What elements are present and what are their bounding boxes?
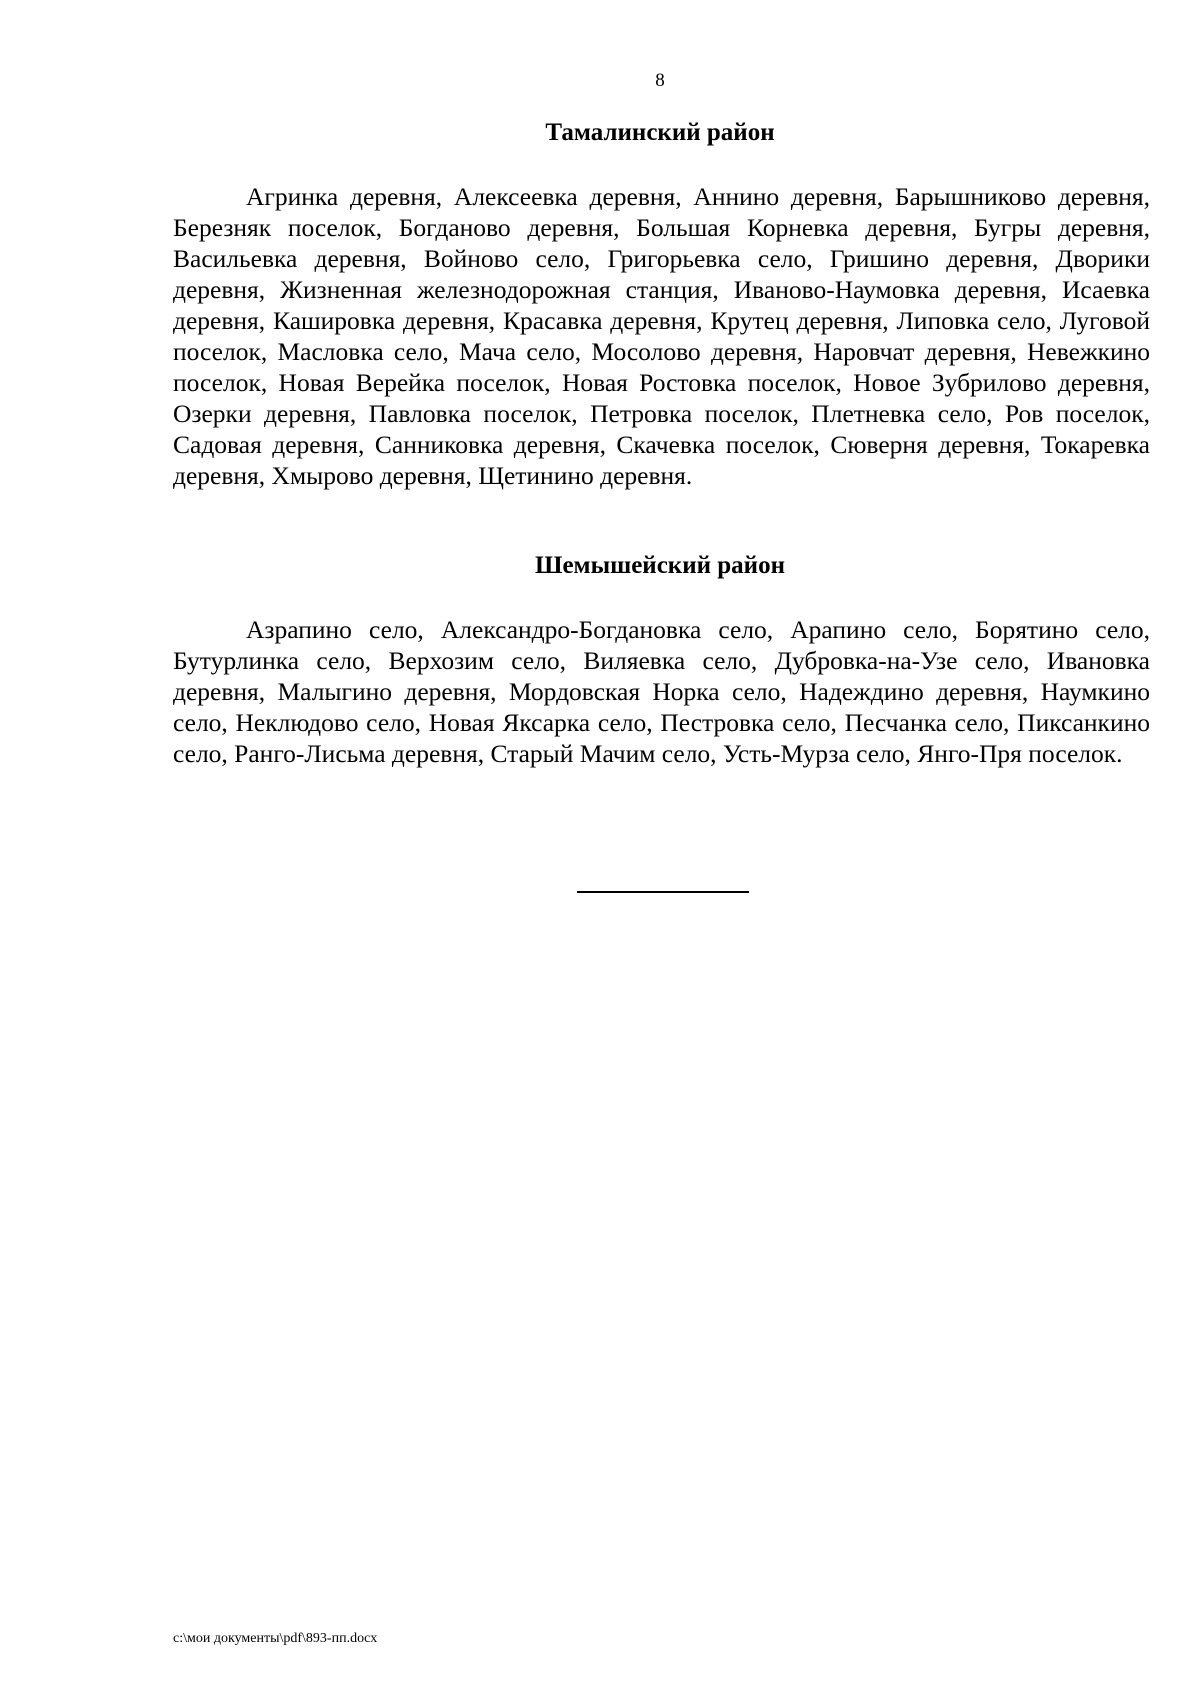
section-heading-tamalinsky: Тамалинский район (545, 119, 775, 146)
end-divider (577, 891, 749, 893)
settlements-list-shemysheisky: Азрапино село, Александро-Богдановка село, Арапино село, Борятино село, Бутурлинка село, Верхозим село, Виляевка село, Дубровка-на-Узе село, Ивановка деревня, Малыгино деревня, Мордовская Норка село, Надеждино деревня, Наумкино село, Неклюдово село, Новая Яксарка село, Пестровка село, Песчанка село, Пиксанкино село, Ранго-Лисьма деревня, Старый Мачим село, Усть-Мурза село, Янго-Пря поселок. (173, 615, 1150, 768)
footer-file-path: c:\мои документы\pdf\893-пп.docx (173, 1631, 378, 1646)
page-number: 8 (655, 70, 665, 91)
section-heading-shemysheisky: Шемышейский район (535, 552, 785, 579)
settlements-list-tamalinsky: Агринка деревня, Алексеевка деревня, Аннино деревня, Барышниково деревня, Березняк поселок, Богданово деревня, Большая Корневка деревня, Бугры деревня, Васильевка деревня, Войново село, Григорьевка село, Гришино деревня, Дворики деревня, Жизненная железнодорожная станция, Иваново-Наумовка деревня, Исаевка деревня, Кашировка деревня, Красавка деревня, Крутец деревня, Липовка село, Луговой поселок, Масловка село, Мача село, Мосолово деревня, Наровчат деревня, Невежкино поселок, Новая Верейка поселок, Новая Ростовка поселок, Новое Зубрилово деревня, Озерки деревня, Павловка поселок, Петровка поселок, Плетневка село, Ров поселок, Садовая деревня, Санниковка деревня, Скачевка поселок, Сюверня деревня, Токаревка деревня, Хмырово деревня, Щетинино деревня. (173, 182, 1150, 490)
